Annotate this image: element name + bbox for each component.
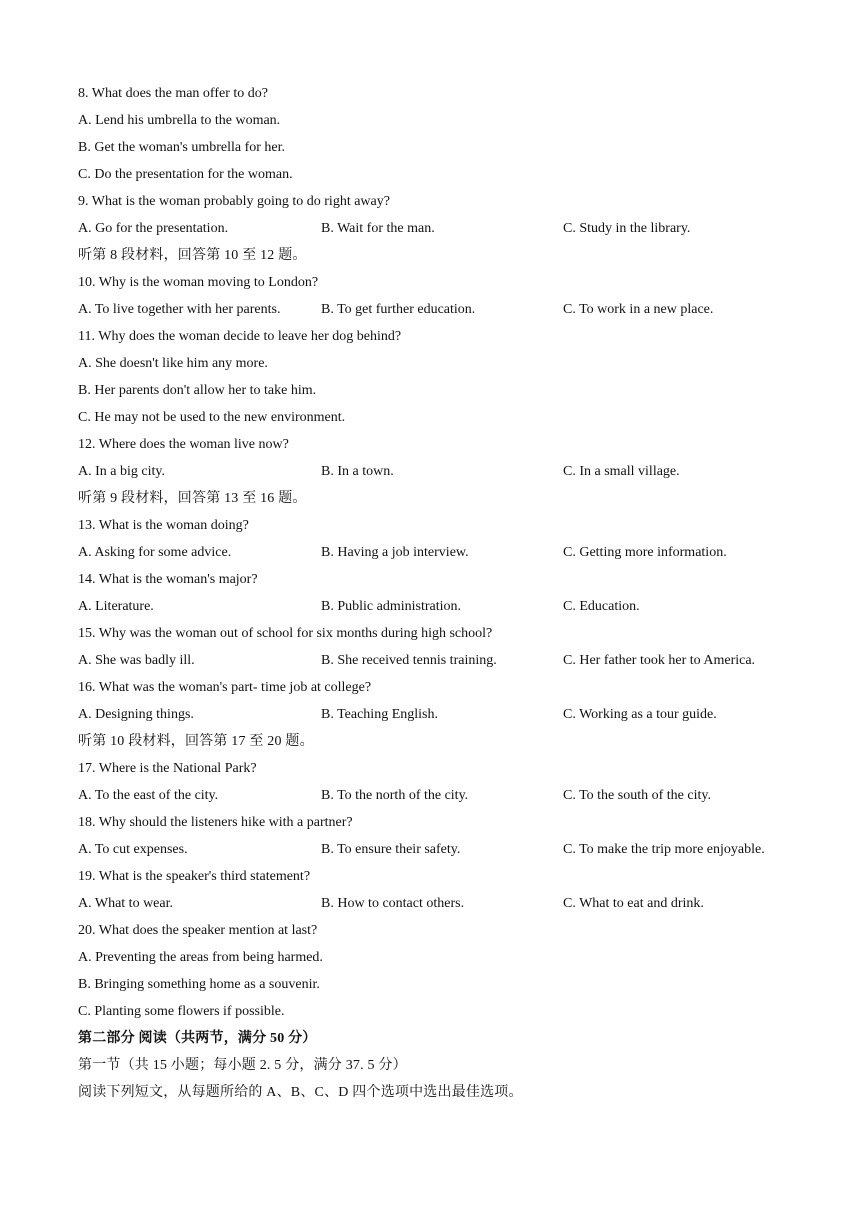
document-page (78, 84, 798, 1110)
question-text: 20. What does the speaker mention at last? (78, 923, 318, 938)
question-text: 14. What is the woman's major? (78, 572, 258, 587)
option-b: B. Public administration. (321, 599, 461, 614)
option-a: A. To cut expenses. (78, 842, 188, 857)
option-row (78, 840, 798, 867)
option-c: C. What to eat and drink. (563, 896, 704, 911)
section-instruction (78, 1083, 798, 1110)
option-text: B. Bringing something home as a souvenir. (78, 977, 320, 992)
option-c: C. Study in the library. (563, 221, 691, 236)
option-b: B. She received tennis training. (321, 653, 497, 668)
question-text (78, 516, 798, 543)
question-text: 10. Why is the woman moving to London? (78, 275, 319, 290)
option-text (78, 138, 798, 165)
option-c: C. In a small village. (563, 464, 680, 479)
option-text (78, 381, 798, 408)
option-text: B. Get the woman's umbrella for her. (78, 140, 286, 155)
option-row (78, 597, 798, 624)
option-a: A. She was badly ill. (78, 653, 195, 668)
option-a: A. Literature. (78, 599, 154, 614)
question-text (78, 273, 798, 300)
section-instruction (78, 732, 798, 759)
section-instruction: 听第 9 段材料，回答第 13 至 16 题。 (78, 491, 307, 506)
option-a: A. To the east of the city. (78, 788, 219, 803)
option-text (78, 1002, 798, 1029)
question-text (78, 570, 798, 597)
option-a: A. Go for the presentation. (78, 221, 229, 236)
option-text (78, 408, 798, 435)
option-c: C. To the south of the city. (563, 788, 711, 803)
option-text (78, 111, 798, 138)
part-heading (78, 1029, 798, 1056)
option-text: A. She doesn't like him any more. (78, 356, 268, 371)
option-b: B. How to contact others. (321, 896, 465, 911)
option-b: B. To the north of the city. (321, 788, 469, 803)
option-c: C. To work in a new place. (563, 302, 714, 317)
option-text: C. Planting some flowers if possible. (78, 1004, 285, 1019)
question-text: 12. Where does the woman live now? (78, 437, 289, 452)
question-text (78, 921, 798, 948)
option-c: C. Getting more information. (563, 545, 727, 560)
question-text (78, 192, 798, 219)
option-b: B. Having a job interview. (321, 545, 469, 560)
question-text (78, 867, 798, 894)
option-b: B. Teaching English. (321, 707, 438, 722)
question-text: 15. Why was the woman out of school for six months during high school? (78, 626, 493, 641)
question-text: 18. Why should the listeners hike with a partner? (78, 815, 353, 830)
option-row (78, 462, 798, 489)
option-row (78, 894, 798, 921)
option-a: A. What to wear. (78, 896, 173, 911)
question-text (78, 759, 798, 786)
option-row (78, 543, 798, 570)
option-c: C. Working as a tour guide. (563, 707, 717, 722)
question-text: 8. What does the man offer to do? (78, 86, 268, 101)
option-text: C. Do the presentation for the woman. (78, 167, 293, 182)
option-row (78, 300, 798, 327)
option-text: B. Her parents don't allow her to take him. (78, 383, 317, 398)
option-row (78, 786, 798, 813)
option-text (78, 354, 798, 381)
question-text: 9. What is the woman probably going to do right away? (78, 194, 390, 209)
option-text: C. He may not be used to the new environment. (78, 410, 346, 425)
option-b: B. Wait for the man. (321, 221, 435, 236)
option-row (78, 705, 798, 732)
option-text (78, 948, 798, 975)
option-text: A. Preventing the areas from being harmed. (78, 950, 323, 965)
question-text: 17. Where is the National Park? (78, 761, 257, 776)
section-instruction: 听第 10 段材料，回答第 17 至 20 题。 (78, 734, 314, 749)
section-instruction (78, 489, 798, 516)
option-c: C. Her father took her to America. (563, 653, 756, 668)
question-text (78, 678, 798, 705)
option-row (78, 219, 798, 246)
section-instruction (78, 1056, 798, 1083)
option-c: C. To make the trip more enjoyable. (563, 842, 765, 857)
option-text (78, 975, 798, 1002)
option-text (78, 165, 798, 192)
section-instruction: 第一节（共 15 小题；每小题 2. 5 分，满分 37. 5 分） (78, 1058, 407, 1073)
question-text: 19. What is the speaker's third statement? (78, 869, 311, 884)
option-a: A. In a big city. (78, 464, 165, 479)
option-a: A. Designing things. (78, 707, 194, 722)
option-b: B. To ensure their safety. (321, 842, 461, 857)
question-text: 11. Why does the woman decide to leave her dog behind? (78, 329, 402, 344)
section-instruction: 听第 8 段材料，回答第 10 至 12 题。 (78, 248, 307, 263)
section-instruction (78, 246, 798, 273)
option-a: A. To live together with her parents. (78, 302, 281, 317)
question-text (78, 84, 798, 111)
section-instruction: 阅读下列短文，从每题所给的 A、B、C、D 四个选项中选出最佳选项。 (78, 1085, 523, 1100)
option-b: B. In a town. (321, 464, 394, 479)
question-text (78, 327, 798, 354)
question-text (78, 624, 798, 651)
option-text: A. Lend his umbrella to the woman. (78, 113, 281, 128)
option-b: B. To get further education. (321, 302, 476, 317)
option-row (78, 651, 798, 678)
question-text (78, 435, 798, 462)
question-text: 13. What is the woman doing? (78, 518, 249, 533)
question-text: 16. What was the woman's part- time job at college? (78, 680, 372, 695)
part-heading: 第二部分 阅读（共两节，满分 50 分） (78, 1031, 317, 1046)
option-c: C. Education. (563, 599, 640, 614)
question-text (78, 813, 798, 840)
option-a: A. Asking for some advice. (78, 545, 232, 560)
